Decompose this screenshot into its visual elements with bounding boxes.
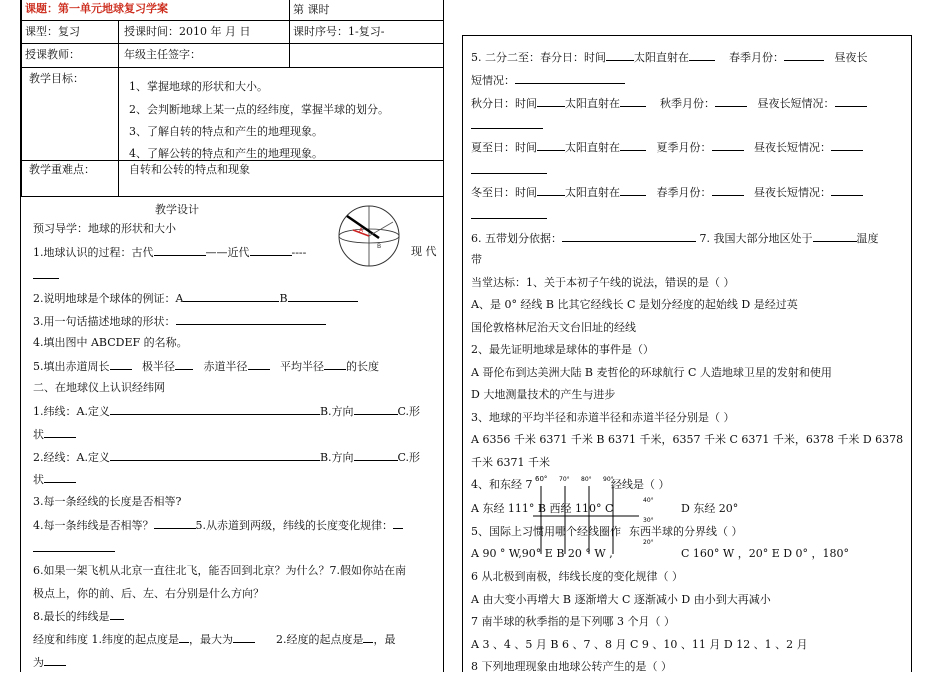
option-line: D 东经 20° — [681, 502, 739, 515]
goal-item: 1、掌握地球的形状和大小。 — [129, 80, 268, 93]
option-line: A 6356 千米 6371 千米 B 6371 千米，6357 千米 C 6371 千米，6378 千米 D 6378 — [471, 433, 904, 446]
blank-line — [471, 118, 543, 133]
right-page — [462, 35, 912, 672]
text-fragment: 现 代 — [411, 245, 437, 258]
text-line: 3.用一句话描述地球的形状： — [33, 314, 326, 329]
text-line: 1.纬线：A.定义 B.方向 C.形 — [33, 405, 421, 418]
col-divider — [289, 0, 290, 67]
row-divider — [21, 67, 443, 68]
lesson-time: 授课时间：2010 年 月 日 — [124, 25, 251, 38]
option-line: 千米 6371 千米 — [471, 456, 550, 469]
svg-text:A: A — [359, 227, 364, 234]
text-line: 4.填出图中 ABCDEF 的名称。 — [33, 336, 188, 349]
question-frag: 东西半球的分界线（ ） — [629, 525, 743, 538]
option-line: A 90 ° W,90° E B 20 ° W , — [471, 547, 613, 560]
blank-line — [33, 541, 115, 556]
text-line: 4.每一条纬线是否相等？ 5.从赤道到两级，纬线的长度变化规律： — [33, 518, 403, 533]
goal-item: 2、会判断地球上某一点的经纬度，掌握半球的划分。 — [129, 103, 389, 116]
lesson-seq: 课时序号：1-复习- — [293, 25, 385, 38]
text-line: 5. 二分二至：春分日：时间 太阳直射在 春季月份： 昼夜长 — [471, 51, 868, 64]
grid-label: 40° — [643, 497, 654, 504]
text-line: 为 — [33, 655, 66, 670]
option-line: C 160° W ，20° E D 0° ，180° — [681, 547, 850, 560]
question: 当堂达标：1、关于本初子午线的说法，错误的是（ ） — [471, 276, 735, 289]
text-line: 状 — [33, 427, 76, 442]
goal-item: 3、了解自转的特点和产生的地理现象。 — [129, 125, 323, 138]
grid-label: 20° — [643, 539, 654, 546]
teacher-label: 授课教师： — [25, 48, 80, 61]
option-line: D 大地测量技术的产生与进步 — [471, 388, 616, 401]
option-line: A 哥伦布到达美洲大陆 B 麦哲伦的环球航行 C 人造地球卫星的发射和使用 — [471, 366, 832, 379]
option-line: 国伦敦格林尼治天文台旧址的经线 — [471, 321, 636, 334]
text-line: 6.如果一架飞机从北京一直往北飞，能否回到北京？为什么？7.假如你站在南 — [33, 564, 406, 577]
text-line: 3.每一条经线的长度是否相等? — [33, 495, 182, 508]
option-line: A 东经 111° B 西经 110° C — [471, 502, 614, 515]
question: 4、和东经 7 — [471, 478, 533, 491]
key-label: 教学重难点： — [29, 163, 95, 176]
text-line: 5.填出赤道周长 极半径 赤道半径 平均半径 的长度 — [33, 360, 379, 373]
question: 8 下列地理现象由地球公转产生的是（ ） — [471, 660, 672, 673]
text-line: 冬至日：时间 太阳直射在 春季月份： 昼夜长短情况： — [471, 185, 863, 200]
question: 2、最先证明地球是球体的事件是（） — [471, 343, 654, 356]
row-divider — [21, 196, 443, 197]
text-line: 8.最长的纬线是 — [33, 609, 124, 624]
lesson-no: 第 课时 — [293, 3, 330, 16]
blank-line — [33, 268, 59, 283]
question: 5、国际上习惯用哪个经线圈作 — [471, 525, 621, 538]
question: 7 南半球的秋季指的是下列哪 3 个月（ ） — [471, 615, 675, 628]
text-line: 秋分日：时间 太阳直射在 秋季月份： 昼夜长短情况： — [471, 96, 867, 111]
grid-label: 60° — [535, 475, 548, 483]
row-divider — [21, 20, 443, 21]
lesson-type: 课型：复习 — [25, 25, 80, 38]
option-line: A 由大变小再增大 B 逐渐增大 C 逐渐减小 D 由小到大再减小 — [471, 593, 771, 606]
option-line: A、是 0° 经线 B 比其它经线长 C 是划分经度的起始线 D 是经过英 — [471, 298, 798, 311]
globe-diagram — [333, 204, 415, 268]
goals-label: 教学目标： — [29, 72, 84, 85]
text-line: 2.经线：A.定义 B.方向 C.形 — [33, 451, 421, 464]
grid-label: 80° — [581, 476, 592, 483]
text-line: 经度和纬度 1.纬度的起点度是 ，最大为 2.经度的起点度是 ，最 — [33, 633, 396, 646]
question: 3、地球的平均半径和赤道半径和赤道半径分别是（ ） — [471, 411, 735, 424]
text-line: 短情况： — [471, 73, 625, 88]
question: 6 从北极到南极，纬线长度的变化规律（ ） — [471, 570, 683, 583]
text-line: 预习导学：地球的形状和大小 — [33, 222, 176, 235]
text-line: 极点上，你的前、后、左、右分别是什么方向？ — [33, 587, 264, 600]
text-line: 带 — [471, 253, 482, 266]
grid-label: 30° — [643, 517, 654, 524]
leader-label: 年级主任签字： — [124, 48, 201, 61]
text-line: 2.说明地球是个球体的例证：A B — [33, 291, 358, 306]
design-heading: 教学设计 — [155, 203, 199, 216]
text-line: 6. 五带划分依据： 7. 我国大部分地区处于 温度 — [471, 232, 879, 245]
text-line: 二、在地球仪上认识经纬网 — [33, 381, 165, 394]
col-divider — [118, 20, 119, 196]
page-title: 课题：第一单元地球复习学案 — [25, 2, 168, 15]
goal-item: 4、了解公转的特点和产生的地理现象。 — [129, 147, 323, 160]
left-page — [20, 0, 444, 672]
question-frag: 经线是（ ） — [611, 478, 670, 491]
blank-line — [471, 163, 547, 178]
grid-label: 70° — [559, 476, 570, 483]
svg-text:B: B — [377, 243, 382, 250]
text-line: 夏至日：时间 太阳直射在 夏季月份： 昼夜长短情况： — [471, 140, 863, 155]
grid-label: 90° — [603, 476, 614, 483]
row-divider — [21, 43, 443, 44]
text-line: 状 — [33, 472, 76, 487]
text-line: 1.地球认识的过程：古代 ——近代 ---- — [33, 246, 307, 259]
key-text: 自转和公转的特点和现象 — [129, 163, 250, 176]
blank-line — [471, 208, 547, 223]
option-line: A 3 、4 、5 月 B 6 、7 、8 月 C 9 、10 、11 月 D 12 、1 、2 月 — [471, 638, 808, 651]
